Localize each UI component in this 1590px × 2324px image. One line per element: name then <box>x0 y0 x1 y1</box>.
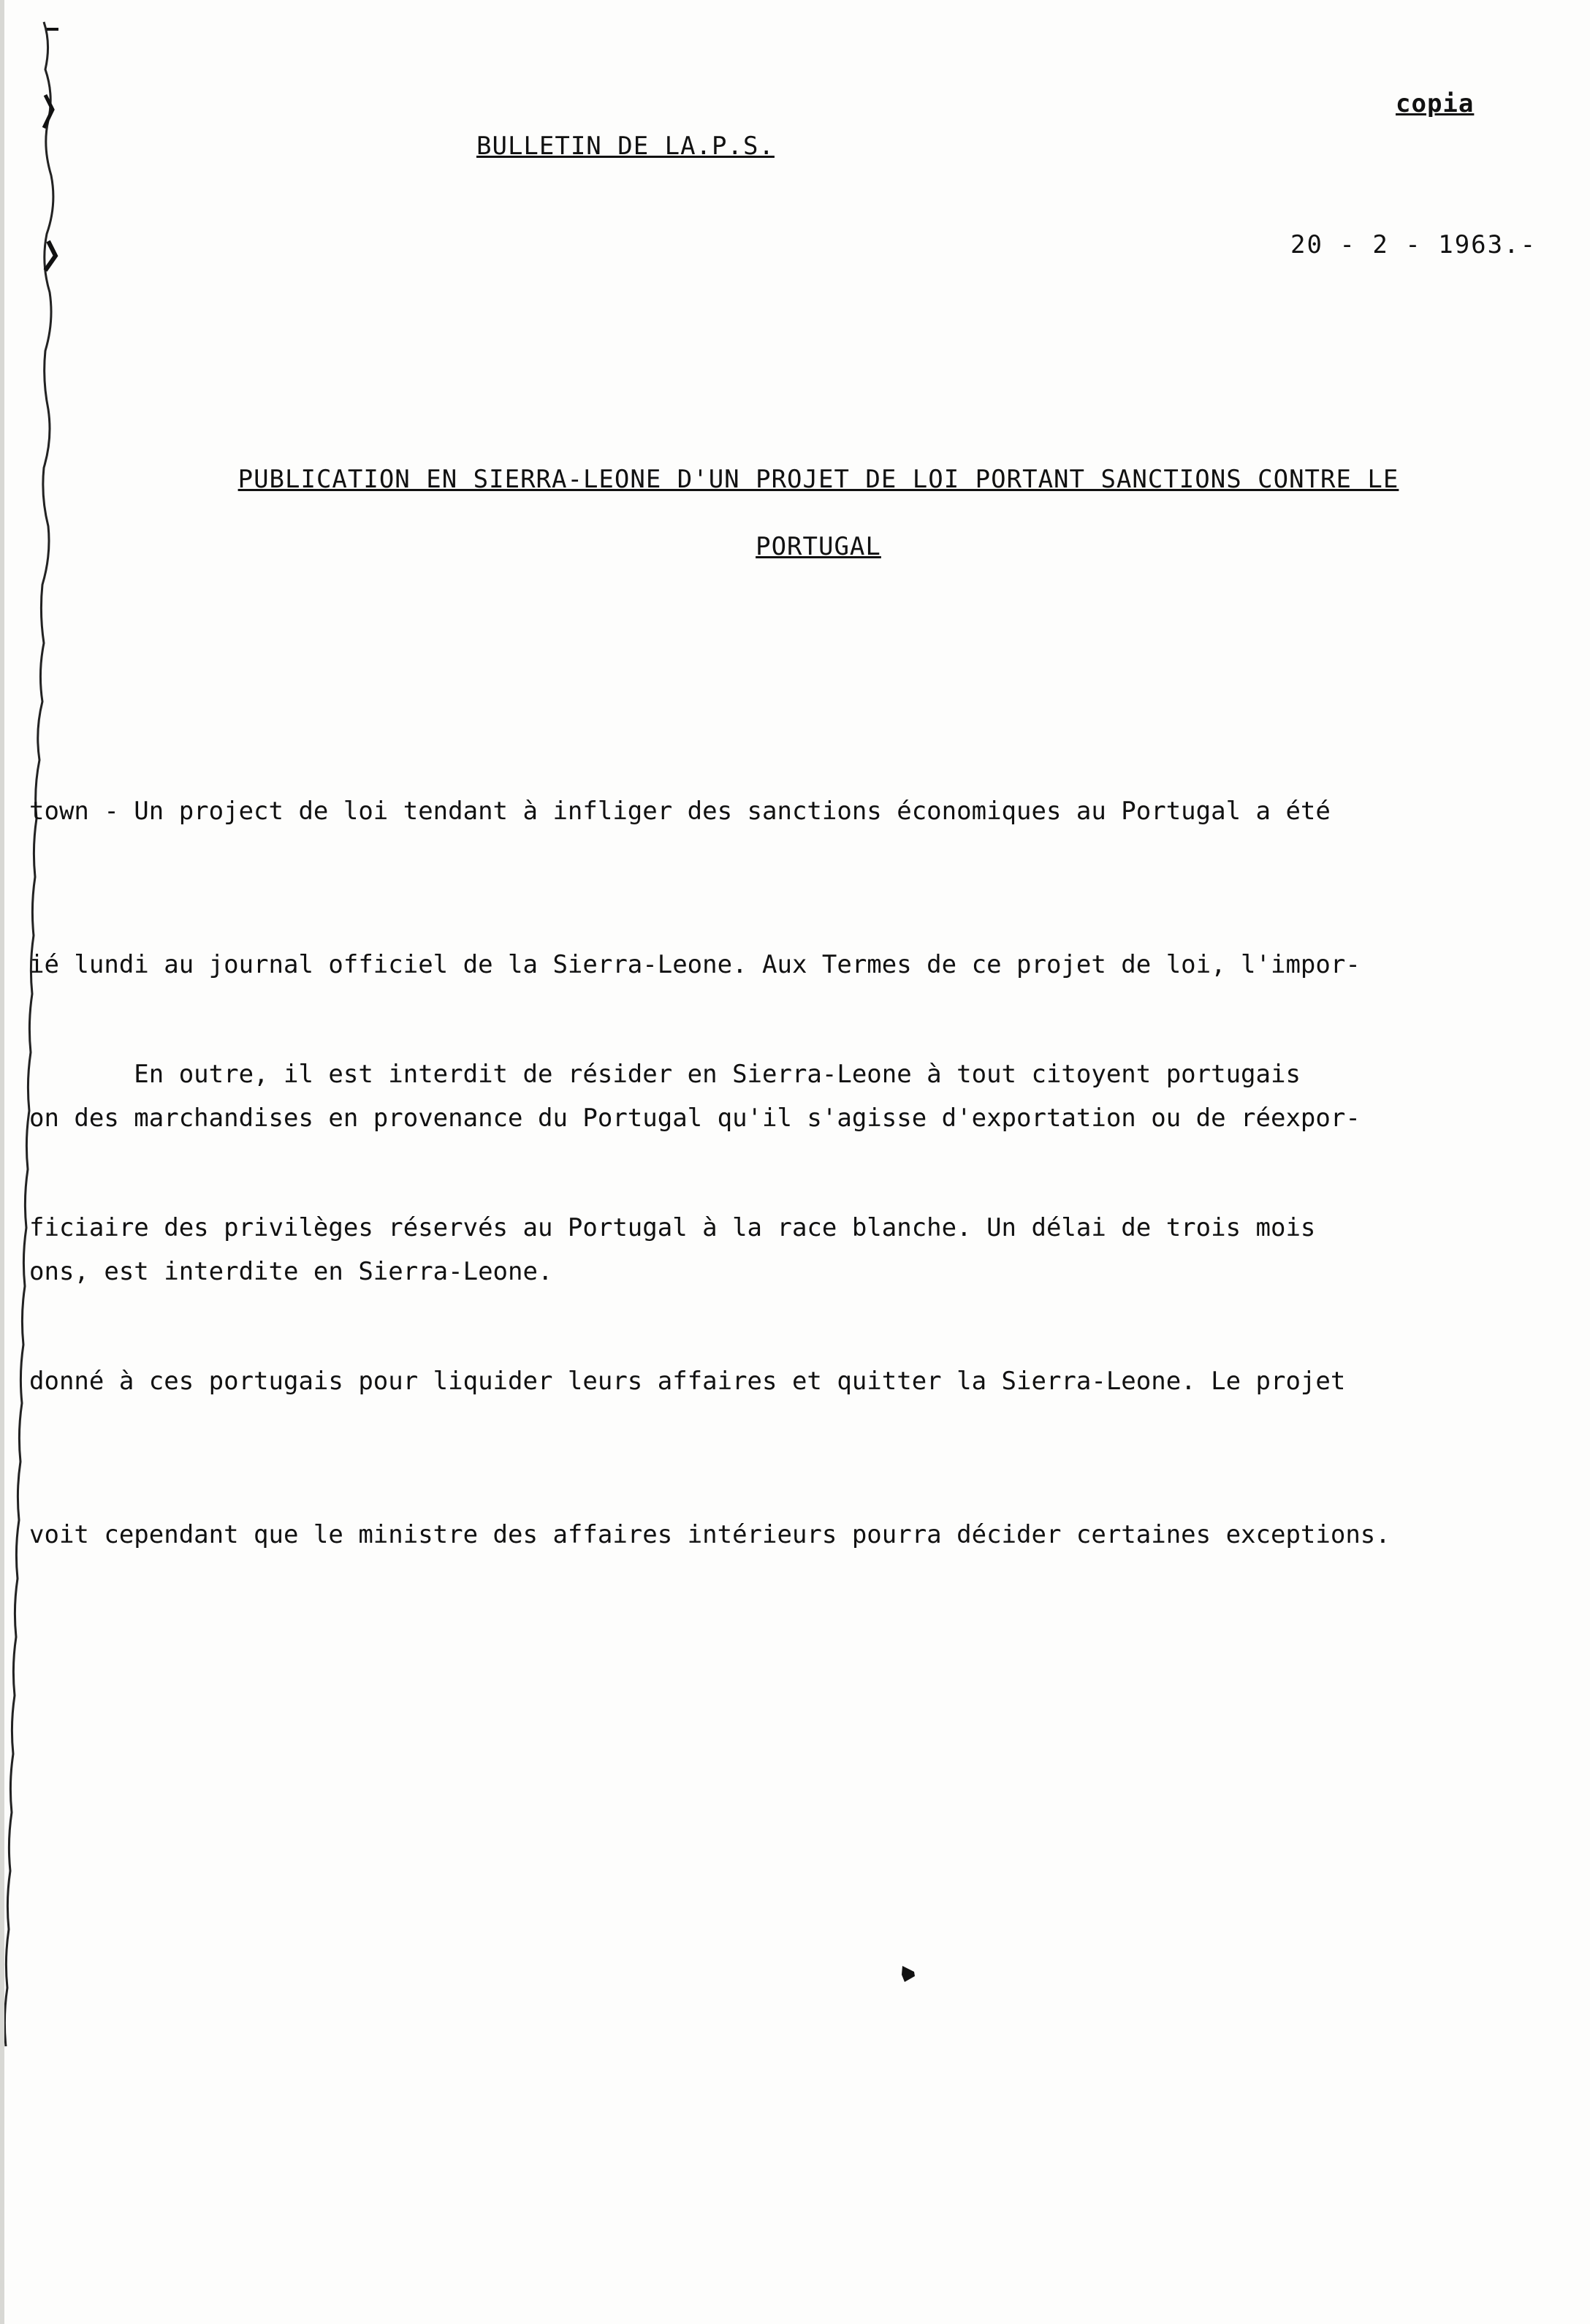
paragraph-2-line: En outre, il est interdit de résider en Sierra-Leone à tout citoyent portugais <box>29 1060 1301 1089</box>
document-date: 20 - 2 - 1963.- <box>1290 230 1537 259</box>
title-line-2: PORTUGAL <box>756 532 881 561</box>
ink-blot-mark <box>900 1964 916 1983</box>
paragraph-2 <box>29 946 1564 1663</box>
bulletin-header: BULLETIN DE LA.P.S. <box>476 132 775 161</box>
copy-stamp: copia <box>1396 89 1475 118</box>
paragraph-1-line: ié lundi au journal officiel de la Sierra-Leone. Aux Termes de ce projet de loi, l'impor- <box>29 950 1361 979</box>
paragraph-1-line: ons, est interdite en Sierra-Leone. <box>29 1257 553 1286</box>
paragraph-2-line: donné à ces portugais pour liquider leurs affaires et quitter la Sierra-Leone. Le projet <box>29 1367 1346 1396</box>
paragraph-1-line: town - Un project de loi tendant à infliger des sanctions économiques au Portugal a été <box>29 797 1331 826</box>
paragraph-2-line: voit cependant que le ministre des affaires intérieurs pourra décider certaines exceptions. <box>29 1520 1391 1549</box>
paragraph-2-line: ficiaire des privilèges réservés au Portugal à la race blanche. Un délai de trois mois <box>29 1213 1316 1242</box>
document-title <box>183 446 1454 580</box>
paragraph-1-line: on des marchandises en provenance du Portugal qu'il s'agisse d'exportation ou de réexpor- <box>29 1104 1361 1133</box>
title-line-1: PUBLICATION EN SIERRA-LEONE D'UN PROJET DE LOI PORTANT SANCTIONS CONTRE LE <box>237 465 1399 494</box>
